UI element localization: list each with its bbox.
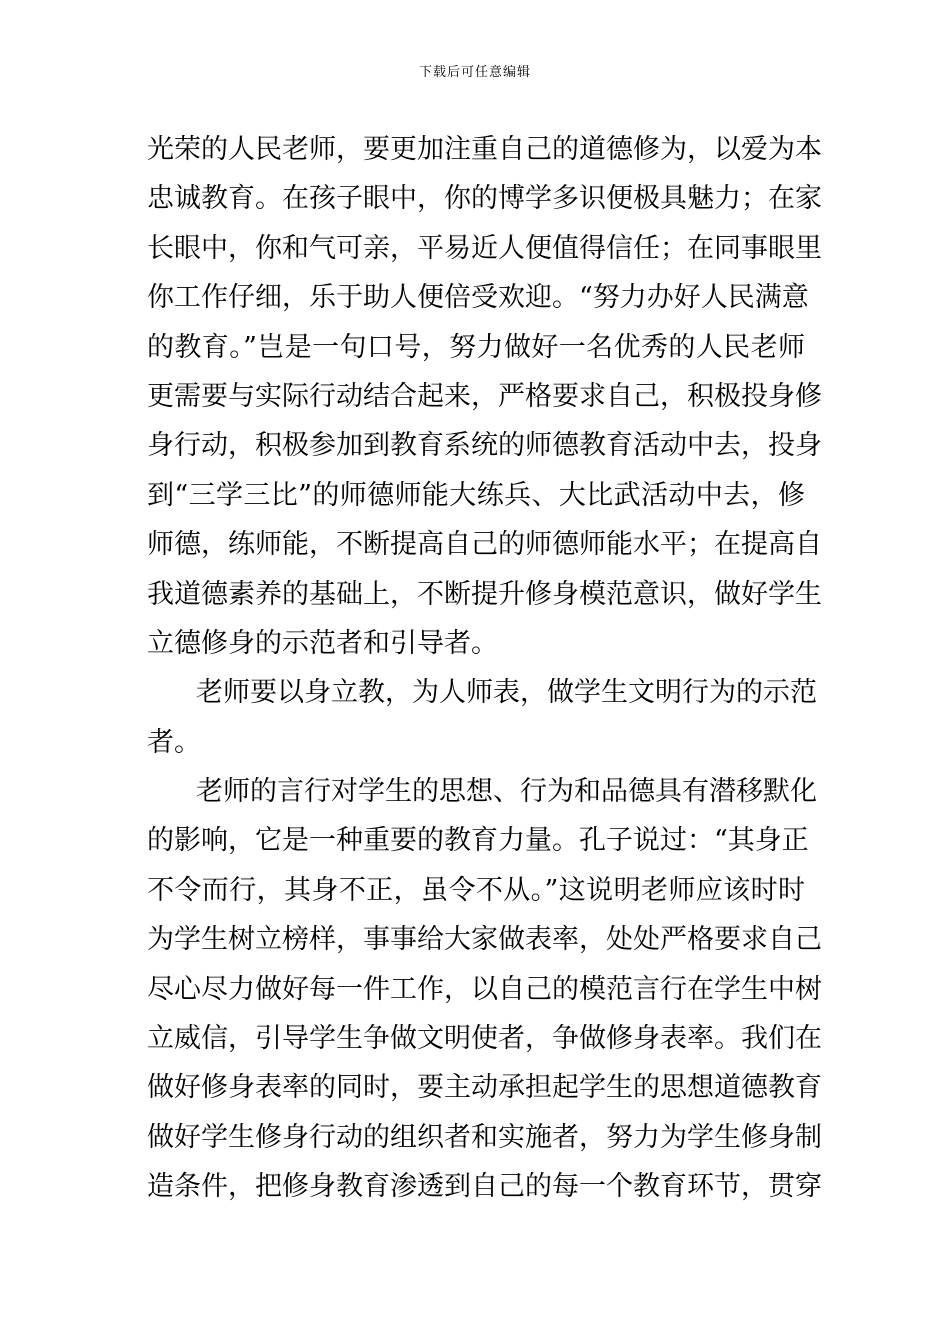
text-line: 的影响，它是一种重要的教育力量。孔子说过：“其身正 — [147, 825, 809, 857]
text-line: 老师的言行对学生的思想、行为和品德具有潜移默化 — [196, 776, 817, 808]
text-line: 长眼中，你和气可亲，平易近人便值得信任；在同事眼里 — [147, 232, 822, 264]
text-line: 忠诚教育。在孩子眼中，你的博学多识便极具魅力；在家 — [147, 183, 822, 215]
text-line: 身行动，积极参加到教育系统的师德教育活动中去，投身 — [147, 430, 822, 462]
paragraph — [147, 767, 822, 1212]
text-line: 我道德素养的基础上，不断提升修身模范意识，做好学生 — [147, 578, 822, 610]
text-line: 的教育。”岂是一句口号，努力做好一名优秀的人民老师 — [147, 331, 805, 363]
text-line: 做好学生修身行动的组织者和实施者，努力为学生修身制 — [147, 1121, 822, 1153]
text-line: 师德，练师能，不断提高自己的师德师能水平；在提高自 — [147, 529, 822, 561]
text-line: 你工作仔细，乐于助人便倍受欢迎。“努力办好人民满意 — [147, 282, 809, 314]
page-header: 下载后可任意编辑 — [418, 65, 531, 80]
text-line: 立德修身的示范者和引导者。 — [147, 627, 498, 659]
text-line: 造条件，把修身教育渗透到自己的每一个教育环节，贯穿 — [147, 1171, 822, 1203]
document-body — [147, 125, 822, 1212]
text-line: 者。 — [147, 726, 201, 758]
text-line: 为学生树立榜样，事事给大家做表率，处处严格要求自己 — [147, 924, 822, 956]
text-line: 光荣的人民老师，要更加注重自己的道德修为，以爱为本 — [147, 134, 822, 165]
text-line: 老师要以身立教，为人师表，做学生文明行为的示范 — [196, 677, 817, 709]
paragraph — [147, 668, 817, 767]
text-line: 立威信，引导学生争做文明使者，争做修身表率。我们在 — [147, 1023, 822, 1055]
text-line: 做好修身表率的同时，要主动承担起学生的思想道德教育 — [147, 1072, 822, 1104]
paragraph — [147, 125, 822, 668]
text-line: 尽心尽力做好每一件工作，以自己的模范言行在学生中树 — [147, 973, 822, 1005]
text-line: 更需要与实际行动结合起来，严格要求自己，积极投身修 — [147, 380, 822, 412]
text-line: 不令而行，其身不正，虽令不从。”这说明老师应该时时 — [147, 874, 805, 906]
text-line: 到“三学三比”的师德师能大练兵、大比武活动中去，修 — [147, 479, 805, 511]
